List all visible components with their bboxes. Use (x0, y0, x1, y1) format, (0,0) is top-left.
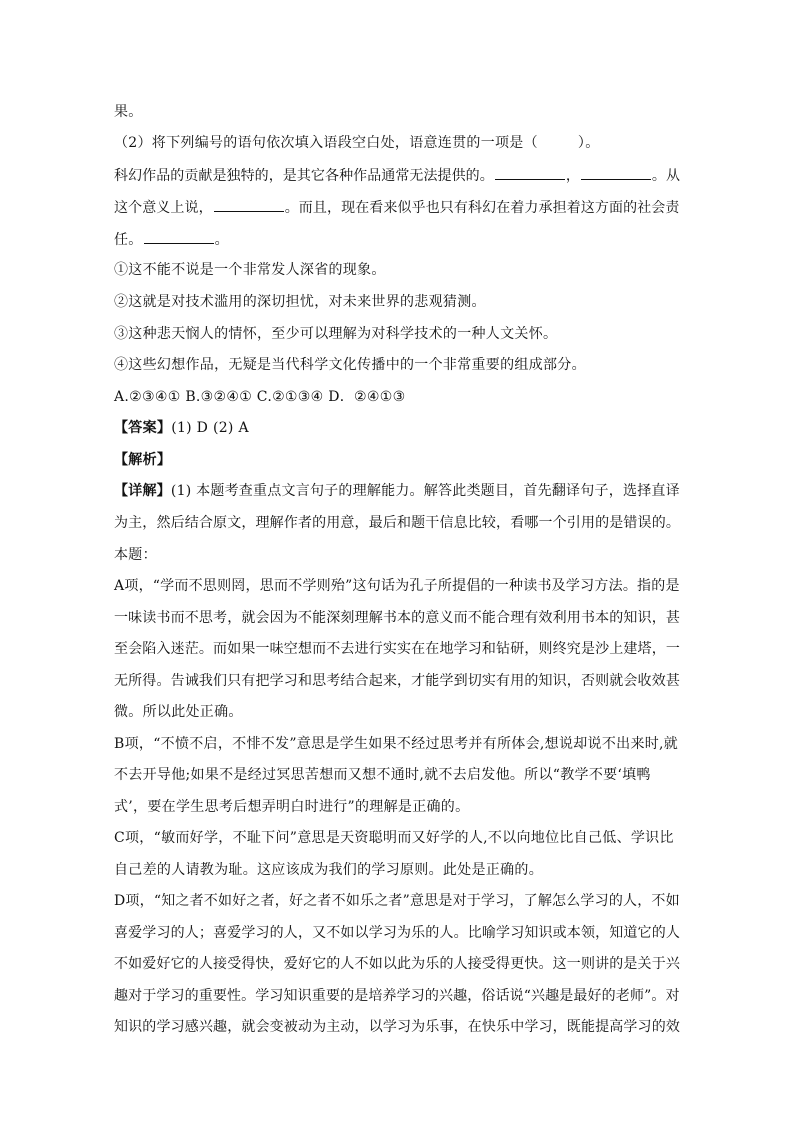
passage-line (114, 165, 680, 186)
option-sentence-2 (114, 292, 486, 312)
text-line (114, 986, 680, 1006)
text-line (114, 828, 674, 848)
text-line (114, 891, 680, 911)
choice-options (114, 387, 405, 407)
text-span: 趣对于学习的重要性。学习知识重要的是培养学习的兴趣，俗话说“兴趣是最好的老师”。对 (114, 988, 680, 1004)
text-span: 科幻作品的贡献是独特的，是其它各种作品通常无法提供的。 (114, 168, 494, 184)
text-line (114, 734, 678, 754)
fill-blank (144, 229, 214, 244)
text-line (114, 639, 680, 659)
text-span: ）。 (577, 135, 600, 151)
text-line (114, 954, 680, 974)
text-span: ④这些幻想作品，无疑是当代科学文化传播中的一个非常重要的组成部分。 (114, 357, 586, 373)
text-span: 这个意义上说， (114, 200, 213, 216)
text-span: 任。 (114, 232, 143, 248)
text-span: ①这不能不说是一个非常发人深省的现象。 (114, 262, 386, 278)
text-line (114, 1017, 680, 1037)
passage-line (114, 229, 229, 250)
text-line (114, 576, 680, 596)
answer-label: 【答案】 (114, 420, 172, 436)
text-line (114, 797, 469, 817)
answer-value: (1) D (2) A (171, 420, 249, 436)
text-span: C项，“敏而好学，不耻下问”意思是天资聪明而又好学的人,不以向地位比自己低、学识比 (114, 830, 674, 846)
text-span: 式’，要在学生思考后想弄明白时进行”的理解是正确的。 (114, 799, 470, 815)
text-span: 自己差的人请教为耻。这应该成为我们的学习原则。此处是正确的。 (114, 862, 543, 878)
text-span: 。而且，现在看来似乎也只有科幻在着力承担着这方面的社会责 (284, 200, 680, 216)
option-sentence-1 (114, 260, 386, 280)
text-line (114, 860, 543, 880)
text-span: A.②③④① B.③②④① C.②①③④ D．②④①③ (114, 389, 406, 405)
text-span: (1) 本题考查重点文言句子的理解能力。解答此类题目，首先翻译句子，选择直译 (170, 483, 680, 499)
text-span: 一味读书而不思考，就会因为不能深刻理解书本的意义而不能合理有效利用书本的知识，甚 (114, 610, 680, 626)
text-span: A项，“学而不思则罔，思而不学则殆”这句话为孔子所提倡的一种读书及学习方法。指的是 (114, 578, 680, 594)
text-span: 。从 (651, 168, 681, 184)
detail-label: 【详解】 (114, 483, 171, 499)
text-line (114, 923, 680, 943)
text-line (114, 545, 157, 565)
text-line (114, 608, 680, 628)
text-span: 不如爱好它的人接受得快，爱好它的人不如以此为乐的人接受得更快。这一则讲的是关于兴 (114, 956, 680, 972)
passage-line (114, 197, 680, 218)
text-span: ③这种悲天悯人的情怀，至少可以理解为对科学技术的一种人文关怀。 (114, 326, 558, 342)
text-line (114, 702, 243, 722)
text-span: 本题： (114, 547, 157, 563)
text-span: 喜爱学习的人；喜爱学习的人，又不如以学习为乐的人。比喻学习知识或本领，知道它的人 (114, 925, 680, 941)
text-span: 至会陷入迷茫。而如果一味空想而不去进行实实在在地学习和钻研，则终究是沙上建塔，一 (114, 641, 680, 657)
fill-blank (495, 165, 565, 180)
answer-line (114, 418, 249, 438)
text-line (114, 671, 680, 691)
text-span: 为主，然后结合原文，理解作者的用意，最后和题干信息比较，看哪一个引用的是错误的。 (114, 515, 680, 531)
text-span: ， (565, 168, 580, 184)
analysis-heading (114, 450, 171, 470)
text-span: 。 (214, 232, 229, 248)
detail-line (114, 481, 680, 501)
text-span: ②这就是对技术滥用的深切担忧，对未来世界的悲观猜测。 (114, 294, 486, 310)
text-line (114, 765, 651, 785)
text-span: 微。所以此处正确。 (114, 704, 243, 720)
question-2-stem (114, 133, 600, 153)
text-span: 果。 (114, 104, 143, 120)
option-sentence-4 (114, 355, 586, 375)
text-span: 无所得。告诫我们只有把学习和思考结合起来，才能学到切实有用的知识，否则就会收效甚 (114, 673, 680, 689)
text-span: D项，“知之者不如好之者，好之者不如乐之者”意思是对于学习，了解怎么学习的人，不如 (114, 893, 680, 909)
text-line (114, 102, 143, 122)
fill-blank (214, 197, 284, 212)
text-span: B项，“不愤不启，不悱不发”意思是学生如果不经过思考并有所体会,想说却说不出来时,就 (114, 736, 679, 752)
text-span: 【解析】 (114, 452, 172, 468)
option-sentence-3 (114, 324, 557, 344)
text-span: 不去开导他;如果不是经过冥思苦想而又想不通时,就不去启发他。所以“教学不要‘填鸭 (114, 767, 651, 783)
text-span: （2）将下列编号的语句依次填入语段空白处，语意连贯的一项是（ (114, 135, 538, 151)
text-span: 知识的学习感兴趣，就会变被动为主动，以学习为乐事，在快乐中学习，既能提高学习的效 (114, 1019, 680, 1035)
text-line (114, 513, 680, 533)
fill-blank (581, 165, 651, 180)
